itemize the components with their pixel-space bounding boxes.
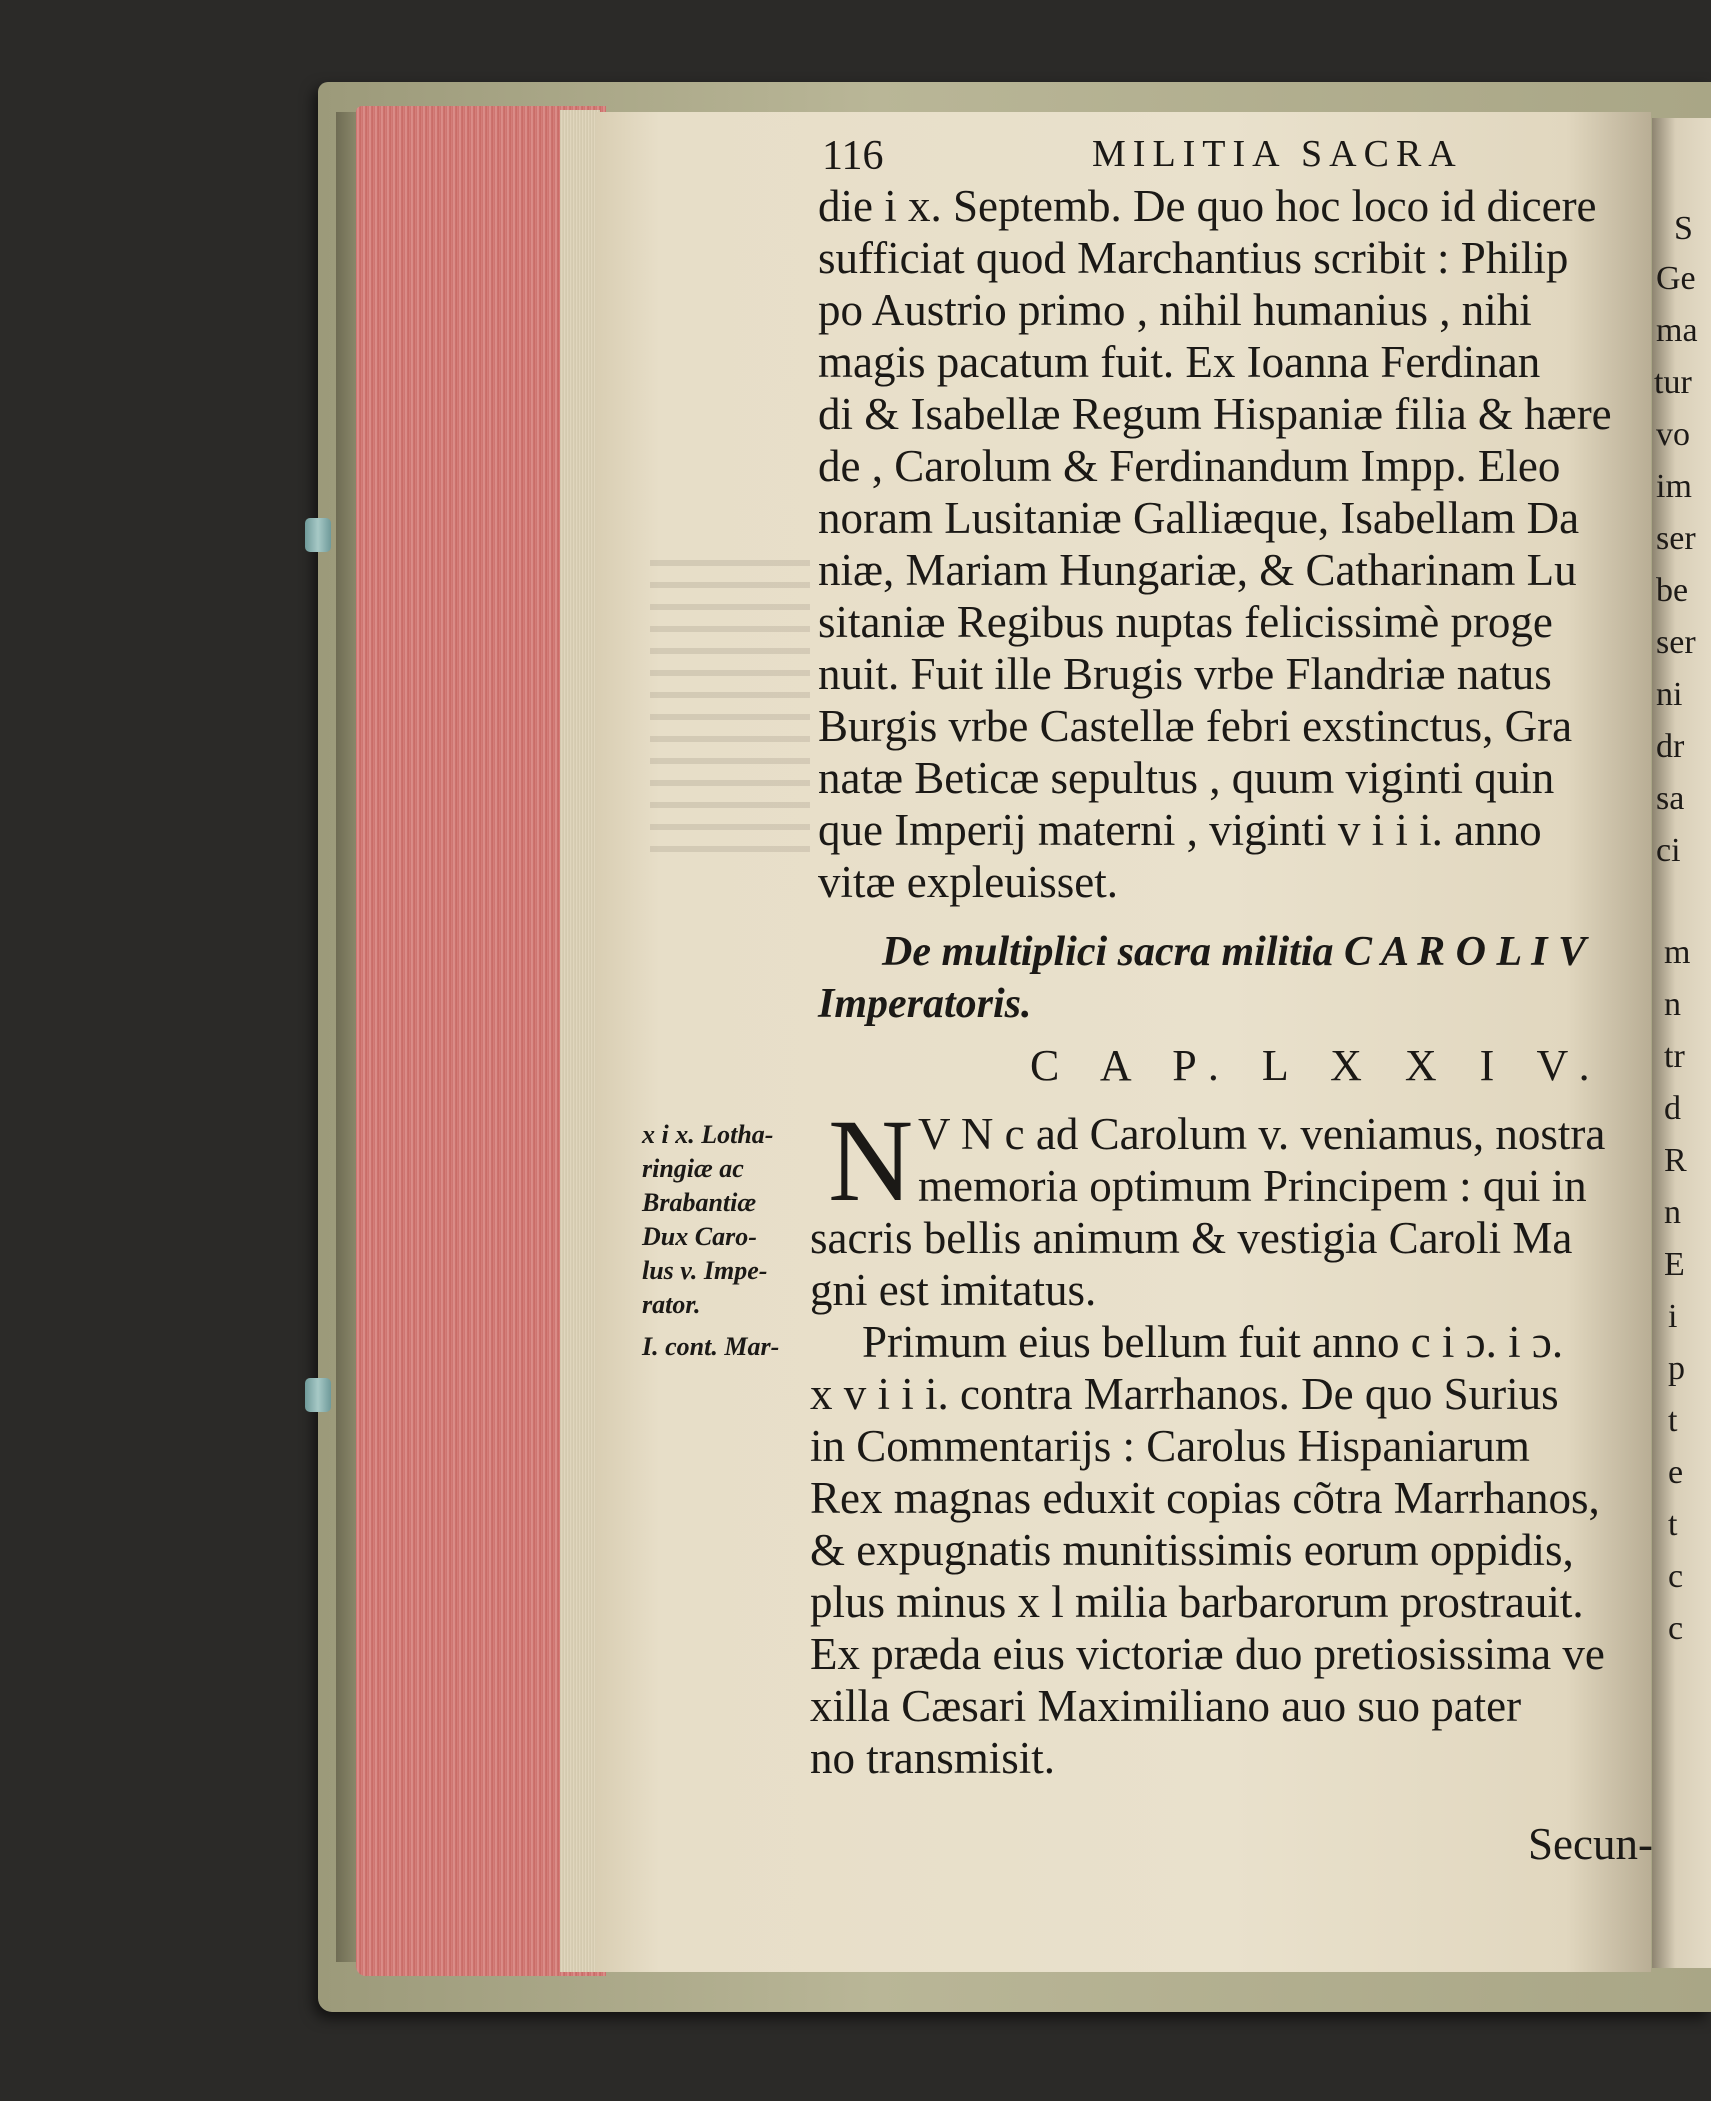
margin-note-line: ringiæ ac [642,1154,744,1183]
text-line: di & Isabellæ Regum Hispaniæ filia & hære [818,389,1612,439]
text-line: nuit. Fuit ille Brugis vrbe Flandriæ natus [818,649,1552,699]
clasp-bottom [305,1378,331,1412]
running-title: MILITIA SACRA [1092,133,1463,175]
facing-fragment: sa [1656,780,1685,817]
text-line: & expugnatis munitissimis eorum oppidis, [810,1525,1574,1575]
facing-fragment: im [1656,468,1692,505]
facing-fragment: d [1664,1090,1681,1127]
text-line: Burgis vrbe Castellæ febri exstinctus, Gra [818,701,1573,751]
text-line: que Imperij materni , viginti v i i i. anno [818,805,1542,855]
facing-fragment: R [1664,1142,1687,1179]
margin-note-line: Dux Caro- [642,1222,757,1251]
page-stack-edge [560,110,600,1972]
text-line: Rex magnas eduxit copias cõtra Marrhanos, [810,1473,1600,1523]
text-line: sufficiat quod Marchantius scribit : Philip [818,233,1569,283]
text-line: magis pacatum fuit. Ex Ioanna Ferdinan [818,337,1541,387]
text-line: plus minus x l milia barbarorum prostrauit. [810,1577,1584,1627]
chapter-heading: C A P. L X X I V. [1030,1041,1606,1090]
facing-fragment: m [1664,934,1691,971]
text-line: x v i i i. contra Marrhanos. De quo Surius [810,1369,1559,1419]
facing-fragment: ma [1656,312,1698,349]
text-line: in Commentarijs : Carolus Hispaniarum [810,1421,1530,1471]
facing-fragment: dr [1656,728,1685,765]
text-line: die i x. Septemb. De quo hoc loco id dicere [818,181,1597,231]
facing-fragment: t [1668,1506,1678,1543]
facing-fragment: c [1668,1558,1684,1595]
drop-cap: N [828,1095,914,1226]
catchword: Secun- [1528,1819,1653,1869]
facing-fragment: e [1668,1454,1684,1491]
text-line: sacris bellis animum & vestigia Caroli Ma [810,1213,1573,1263]
text-line: memoria optimum Principem : qui in [918,1161,1587,1211]
text-line: natæ Beticæ sepultus , quum viginti quin [818,753,1555,803]
page-number: 116 [822,133,884,179]
section-heading-line2: Imperatoris. [818,981,1032,1027]
text-line: Primum eius bellum fuit anno c i ɔ. i ɔ. [862,1317,1564,1367]
facing-fragment: ser [1656,520,1696,557]
margin-note-line: Brabantiæ [642,1188,757,1217]
text-line: sitaniæ Regibus nuptas felicissimè proge [818,597,1553,647]
facing-fragment: ser [1656,624,1696,661]
margin-note-line: lus v. Impe- [642,1256,768,1285]
facing-fragment: tr [1664,1038,1685,1075]
facing-fragment: S [1674,210,1693,247]
facing-fragment: i [1668,1298,1678,1335]
text-line: niæ, Mariam Hungariæ, & Catharinam Lu [818,545,1577,595]
facing-fragment: Ge [1656,260,1696,297]
facing-fragment: c [1668,1610,1684,1647]
text-line: Ex præda eius victoriæ duo pretiosissima ve [810,1629,1605,1679]
text-line: de , Carolum & Ferdinandum Impp. Eleo [818,441,1561,491]
facing-fragment: ni [1656,676,1683,713]
text-line: xilla Cæsari Maximiliano auo suo pater [810,1681,1522,1731]
text-line: po Austrio primo , nihil humanius , nihi [818,285,1532,335]
show-through [650,560,810,860]
text-line: V N c ad Carolum v. veniamus, nostra [918,1109,1606,1159]
facing-fragment: E [1664,1246,1685,1283]
facing-fragment: ci [1656,832,1681,869]
facing-fragment: n [1664,986,1681,1023]
text-line: vitæ expleuisset. [818,857,1118,907]
text-line: noram Lusitaniæ Galliæque, Isabellam Da [818,493,1580,543]
facing-fragment: t [1668,1402,1678,1439]
facing-fragment: be [1656,572,1689,609]
facing-fragment: p [1668,1350,1685,1387]
clasp-top [305,518,331,552]
facing-page [1652,118,1711,1968]
section-heading-line1: De multiplici sacra militia C A R O L I V [882,929,1586,975]
facing-fragment: vo [1656,416,1690,453]
text-line: gni est imitatus. [810,1265,1097,1315]
facing-fragment: n [1664,1194,1681,1231]
margin-note-line: I. cont. Mar- [642,1332,780,1361]
margin-note-line: x i x. Lotha- [642,1120,774,1149]
facing-fragment: tur [1654,364,1692,401]
margin-note-line: rator. [642,1290,701,1319]
text-line: no transmisit. [810,1733,1055,1783]
cover-edge [336,112,358,1962]
